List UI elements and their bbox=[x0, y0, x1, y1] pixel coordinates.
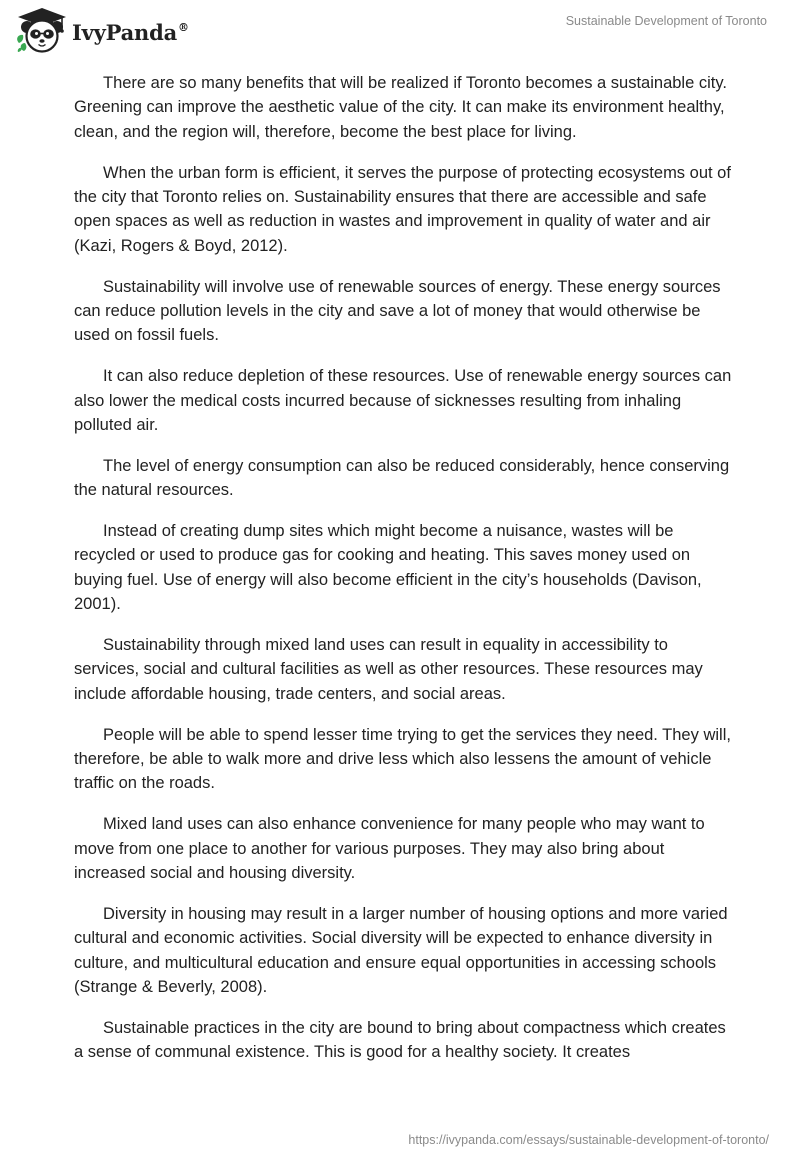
panda-graduate-icon bbox=[14, 6, 70, 56]
paragraph: Diversity in housing may result in a larger number of housing options and more varied cultural and economic activities. Social diversity will be expected to enhance diversity in culture, and multicultural education and ensure equal opportunities in accessing schools (Strange & Beverly, 2008). bbox=[74, 904, 728, 997]
document-title: Sustainable Development of Toronto bbox=[565, 14, 767, 28]
paragraph: The level of energy consumption can also be reduced considerably, hence conserving the natural resources. bbox=[74, 456, 730, 500]
brand-name: IvyPanda® bbox=[72, 19, 189, 45]
source-url-link[interactable]: https://ivypanda.com/essays/sustainable-development-of-toronto/ bbox=[408, 1133, 769, 1147]
paragraph: People will be able to spend lesser time trying to get the services they need. They will, therefore, be able to walk more and drive less which also lessens the amount of vehicle traffic on the roads. bbox=[74, 725, 731, 793]
paragraph: Instead of creating dump sites which might become a nuisance, wastes will be recycled or used to produce gas for cooking and heating. This saves money used on buying fuel. Use of energy will also become efficient in the city’s households (Davison, 2001). bbox=[74, 522, 702, 614]
paragraph: Mixed land uses can also enhance convenience for many people who may want to move from one place to another for various purposes. They may also bring about increased social and housing diversity. bbox=[74, 815, 705, 883]
paragraph: Sustainability will involve use of renewable sources of energy. These energy sources can reduce pollution levels in the city and save a lot of money that would otherwise be used on fossil fuels. bbox=[74, 277, 721, 345]
ivypanda-logo[interactable] bbox=[14, 6, 189, 56]
paragraph: When the urban form is efficient, it serves the purpose of protecting ecosystems out of the city that Toronto relies on. Sustainability ensures that there are accessible and safe open spaces as well as reduction in wastes and improvement in quality of water and air (Kazi, Rogers & Boyd, 2012). bbox=[74, 163, 731, 255]
essay-body bbox=[74, 71, 734, 1081]
page-header bbox=[0, 0, 800, 60]
paragraph: Sustainability through mixed land uses can result in equality in accessibility to services, social and cultural facilities as well as other resources. These resources may include affordable housing, trade centers, and social areas. bbox=[74, 636, 703, 703]
paragraph: There are so many benefits that will be realized if Toronto becomes a sustainable city. Greening can improve the aesthetic value of the city. It can make its environment healthy, clean, and the region will, therefore, become the best place for living. bbox=[74, 74, 727, 141]
paragraph: Sustainable practices in the city are bound to bring about compactness which creates a sense of communal existence. This is good for a healthy society. It creates bbox=[74, 1018, 726, 1062]
trademark-symbol: ® bbox=[178, 20, 189, 34]
paragraph: It can also reduce depletion of these resources. Use of renewable energy sources can also lower the medical costs incurred because of sicknesses resulting from inhaling polluted air. bbox=[74, 367, 732, 435]
